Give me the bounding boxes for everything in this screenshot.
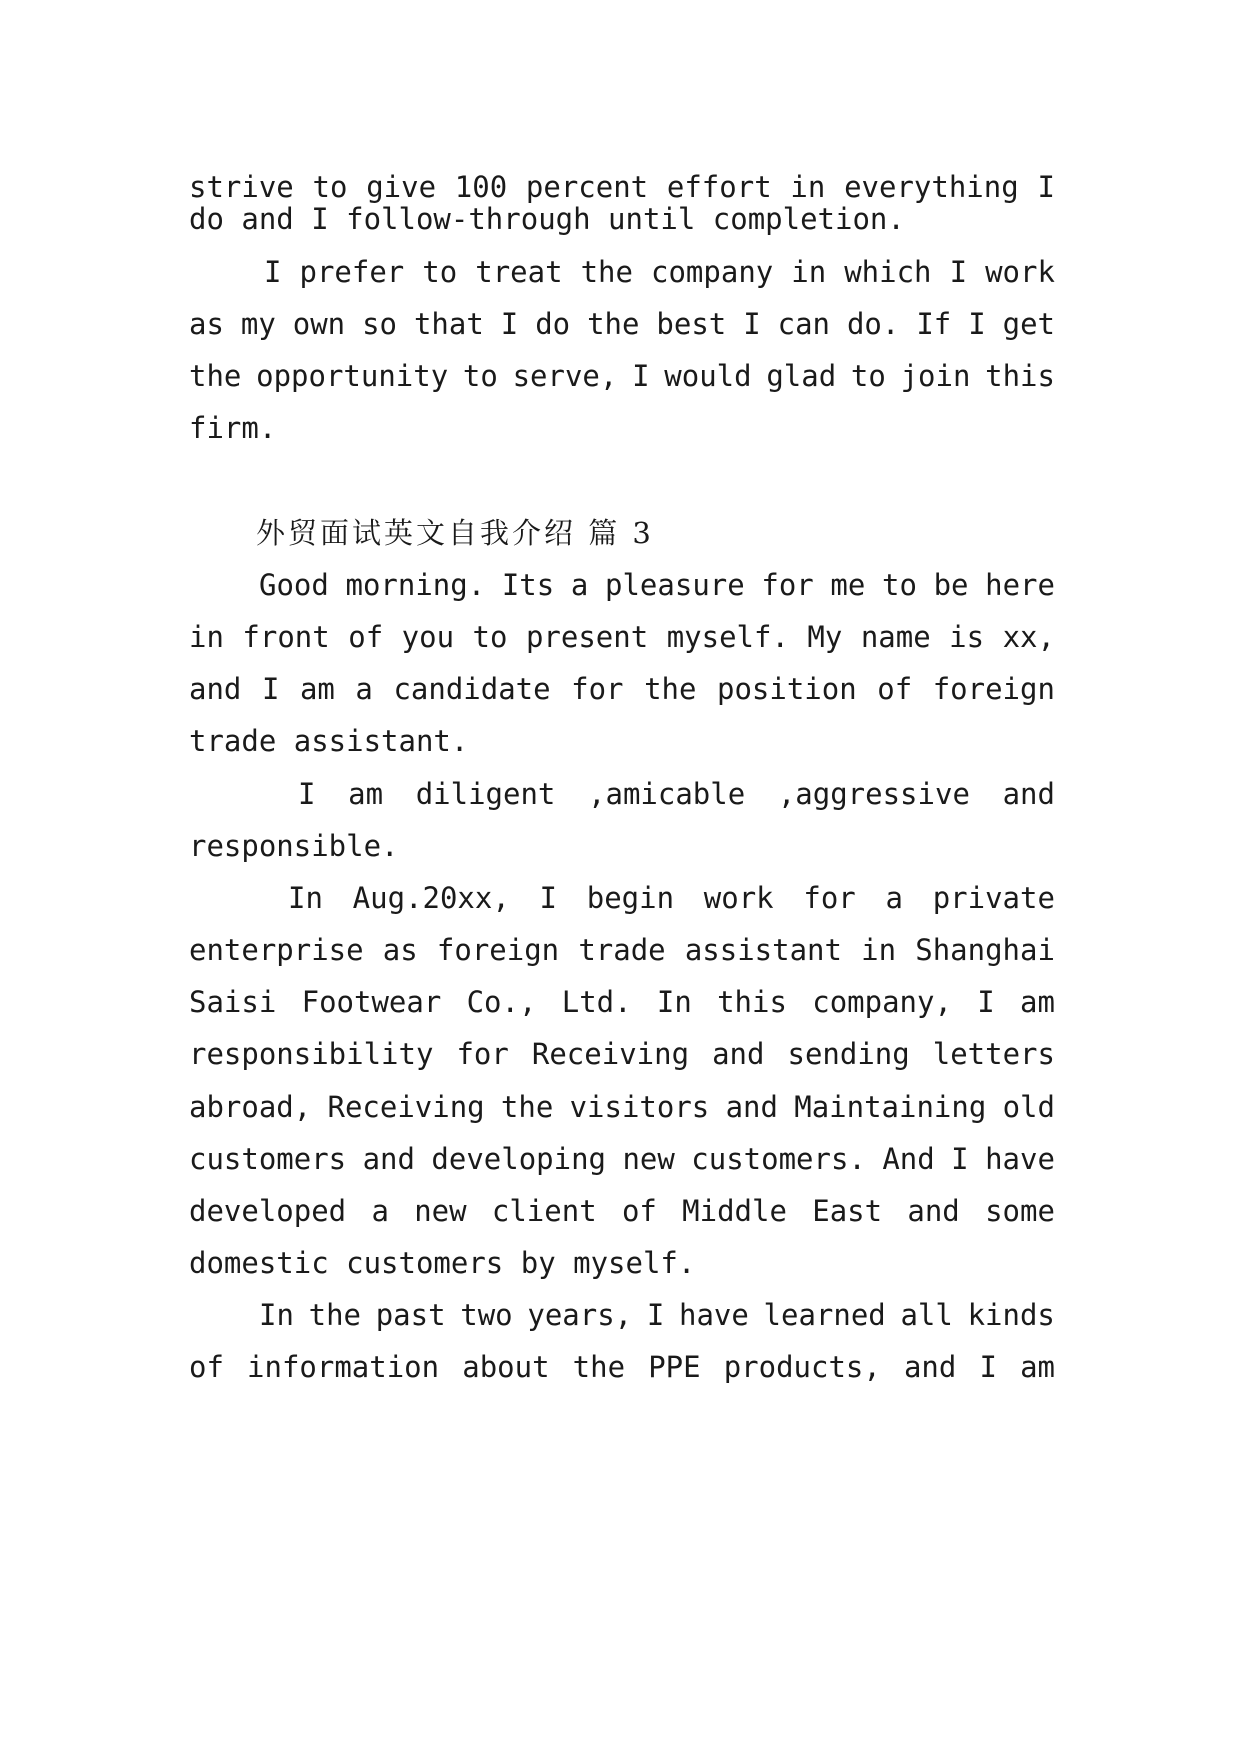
word: of bbox=[348, 620, 384, 654]
word: am bbox=[348, 777, 384, 811]
word: everything bbox=[844, 170, 1019, 204]
word: ,aggressive bbox=[777, 777, 970, 811]
word: have bbox=[679, 1298, 749, 1332]
word: in bbox=[189, 620, 224, 654]
paragraph-line bbox=[189, 1347, 1055, 1387]
word: here bbox=[985, 568, 1055, 602]
word: this bbox=[717, 985, 787, 1019]
word: Receiving bbox=[531, 1037, 690, 1071]
word: customers. bbox=[691, 1142, 866, 1176]
word: two bbox=[460, 1298, 513, 1332]
word: and bbox=[362, 1142, 415, 1176]
word: Maintaining bbox=[794, 1090, 987, 1124]
word: the bbox=[572, 1350, 626, 1384]
word: old bbox=[1002, 1090, 1055, 1124]
word: as bbox=[382, 933, 418, 967]
word: past bbox=[375, 1298, 446, 1332]
word: Good bbox=[259, 568, 329, 602]
word: I bbox=[1037, 170, 1055, 204]
word: best bbox=[656, 307, 727, 341]
word: own bbox=[292, 307, 346, 341]
word: prefer bbox=[299, 255, 405, 289]
word: of bbox=[621, 1194, 657, 1228]
word: My bbox=[807, 620, 843, 654]
word: a bbox=[885, 881, 903, 915]
word: a bbox=[570, 568, 589, 602]
word: assistant bbox=[684, 933, 842, 967]
word: work bbox=[985, 255, 1055, 289]
word: to bbox=[850, 359, 886, 393]
word: developed bbox=[189, 1194, 347, 1228]
word: a bbox=[355, 672, 373, 706]
paragraph-line bbox=[189, 930, 1055, 970]
word: new bbox=[622, 1142, 675, 1176]
word: information bbox=[247, 1350, 440, 1384]
word: am bbox=[299, 672, 335, 706]
word: the bbox=[644, 672, 697, 706]
word: you bbox=[401, 620, 455, 654]
word: abroad, bbox=[189, 1090, 312, 1124]
word: have bbox=[985, 1142, 1055, 1176]
word: and bbox=[189, 672, 242, 706]
paragraph-line bbox=[189, 1034, 1055, 1074]
word: Shanghai bbox=[915, 933, 1055, 967]
word: am bbox=[1020, 1350, 1055, 1384]
word: myself. bbox=[666, 620, 789, 654]
word: so bbox=[362, 307, 398, 341]
word: serve, bbox=[512, 359, 618, 393]
word: of bbox=[189, 1350, 224, 1384]
word: I bbox=[951, 1142, 969, 1176]
word: in bbox=[861, 933, 897, 967]
word: work bbox=[703, 881, 774, 915]
word: front bbox=[242, 620, 330, 654]
word: in bbox=[790, 170, 826, 204]
word: opportunity bbox=[256, 359, 449, 393]
paragraph-line bbox=[189, 669, 1055, 709]
paragraph-line bbox=[189, 826, 1055, 866]
word: new bbox=[414, 1194, 467, 1228]
word: I bbox=[539, 881, 557, 915]
word: and bbox=[712, 1037, 765, 1071]
word: do. bbox=[846, 307, 900, 341]
paragraph-line bbox=[189, 408, 1055, 448]
paragraph-line bbox=[189, 356, 1055, 396]
word: I bbox=[261, 672, 280, 706]
word: I bbox=[743, 307, 761, 341]
word: percent bbox=[525, 170, 649, 204]
word: ,amicable bbox=[588, 777, 746, 811]
word: I bbox=[298, 777, 316, 811]
word: me bbox=[830, 568, 866, 602]
word: developing bbox=[431, 1142, 607, 1176]
word: responsible. bbox=[189, 829, 399, 863]
word: that bbox=[413, 307, 484, 341]
word: for bbox=[761, 568, 814, 602]
word: If bbox=[916, 307, 952, 341]
paragraph-line bbox=[189, 982, 1055, 1022]
word: In bbox=[288, 881, 323, 915]
word: products, bbox=[723, 1350, 881, 1384]
word: the bbox=[587, 307, 640, 341]
word: I bbox=[500, 307, 519, 341]
word: foreign bbox=[436, 933, 560, 967]
paragraph-line bbox=[189, 721, 1055, 761]
word: And bbox=[882, 1142, 935, 1176]
word: and bbox=[725, 1090, 778, 1124]
word: to bbox=[422, 255, 458, 289]
word: and bbox=[907, 1194, 960, 1228]
word: strive bbox=[189, 170, 294, 204]
word: company bbox=[651, 255, 774, 289]
word: to bbox=[881, 568, 917, 602]
word: xx, bbox=[1002, 620, 1055, 654]
word: can bbox=[777, 307, 831, 341]
word: enterprise bbox=[189, 933, 364, 967]
word: Aug.20xx, bbox=[352, 881, 510, 915]
paragraph-line bbox=[189, 199, 1055, 239]
word: position bbox=[717, 672, 857, 706]
word: to bbox=[312, 170, 348, 204]
word: would bbox=[664, 359, 752, 393]
word: as bbox=[189, 307, 224, 341]
section-heading: 外贸面试英文自我介绍 篇 3 bbox=[256, 516, 654, 550]
paragraph-line bbox=[288, 878, 1055, 918]
word: glad bbox=[766, 359, 837, 393]
word: domestic customers by myself. bbox=[189, 1246, 696, 1280]
paragraph-line bbox=[264, 252, 1055, 292]
word: Middle bbox=[682, 1194, 787, 1228]
word: I bbox=[646, 1298, 665, 1332]
word: trade bbox=[578, 933, 666, 967]
word: Ltd. bbox=[561, 985, 632, 1019]
paragraph-line bbox=[189, 1243, 1055, 1283]
word: East bbox=[812, 1194, 883, 1228]
word: which bbox=[844, 255, 932, 289]
word: about bbox=[462, 1350, 550, 1384]
word: morning. bbox=[345, 568, 486, 602]
word: do bbox=[535, 307, 571, 341]
paragraph-line bbox=[189, 304, 1055, 344]
word: a bbox=[371, 1194, 389, 1228]
word: name bbox=[860, 620, 931, 654]
paragraph-line bbox=[259, 1295, 1055, 1335]
paragraph-line bbox=[298, 774, 1055, 814]
paragraph-line bbox=[189, 1139, 1055, 1179]
word: for bbox=[803, 881, 856, 915]
word: the bbox=[580, 255, 633, 289]
word: for bbox=[456, 1037, 509, 1071]
paragraph-line bbox=[189, 1191, 1055, 1231]
word: private bbox=[932, 881, 1055, 915]
word: this bbox=[985, 359, 1055, 393]
word: learned bbox=[763, 1298, 886, 1332]
word: sending bbox=[787, 1037, 910, 1071]
word: Receiving bbox=[327, 1090, 485, 1124]
word: present bbox=[525, 620, 649, 654]
word: Co., bbox=[466, 985, 537, 1019]
word: begin bbox=[586, 881, 675, 915]
word: I bbox=[968, 307, 986, 341]
word: firm. bbox=[189, 411, 277, 445]
word: Its bbox=[501, 568, 555, 602]
word: treat bbox=[475, 255, 563, 289]
word: the bbox=[308, 1298, 362, 1332]
word: my bbox=[240, 307, 276, 341]
word: some bbox=[985, 1194, 1055, 1228]
word: company, bbox=[812, 985, 952, 1019]
word: Saisi bbox=[189, 985, 277, 1019]
paragraph-line bbox=[189, 1087, 1055, 1127]
word: years, bbox=[527, 1298, 633, 1332]
word: client bbox=[491, 1194, 597, 1228]
word: kinds bbox=[967, 1298, 1055, 1332]
word: join bbox=[900, 359, 971, 393]
word: letters bbox=[932, 1037, 1055, 1071]
word: am bbox=[1019, 985, 1055, 1019]
word: get bbox=[1002, 307, 1055, 341]
word: to bbox=[462, 359, 498, 393]
paragraph-line bbox=[189, 617, 1055, 657]
word: effort bbox=[666, 170, 772, 204]
word: I bbox=[949, 255, 968, 289]
word: 100 bbox=[454, 170, 508, 204]
word: the bbox=[189, 359, 242, 393]
word: be bbox=[933, 568, 969, 602]
word: In bbox=[656, 985, 692, 1019]
word: foreign bbox=[932, 672, 1055, 706]
word: the bbox=[500, 1090, 554, 1124]
word: In bbox=[259, 1298, 294, 1332]
word: all bbox=[900, 1298, 953, 1332]
word: I bbox=[632, 359, 650, 393]
word: pleasure bbox=[605, 568, 745, 602]
word: I bbox=[977, 985, 995, 1019]
word: diligent bbox=[415, 777, 556, 811]
word: customers bbox=[189, 1142, 347, 1176]
word: to bbox=[472, 620, 508, 654]
word: is bbox=[949, 620, 985, 654]
word: trade assistant. bbox=[189, 724, 469, 758]
paragraph-line bbox=[259, 565, 1055, 605]
word: Footwear bbox=[301, 985, 442, 1019]
word: in bbox=[791, 255, 827, 289]
word: and bbox=[903, 1350, 957, 1384]
word: candidate bbox=[393, 672, 551, 706]
word: give bbox=[366, 170, 437, 204]
word: for bbox=[571, 672, 624, 706]
word: do and I follow-through until completion. bbox=[189, 202, 905, 236]
word: I bbox=[979, 1350, 997, 1384]
word: I bbox=[264, 255, 282, 289]
word: responsibility bbox=[189, 1037, 434, 1071]
word: PPE bbox=[648, 1350, 701, 1384]
word: and bbox=[1002, 777, 1055, 811]
word: of bbox=[877, 672, 913, 706]
word: visitors bbox=[569, 1090, 710, 1124]
